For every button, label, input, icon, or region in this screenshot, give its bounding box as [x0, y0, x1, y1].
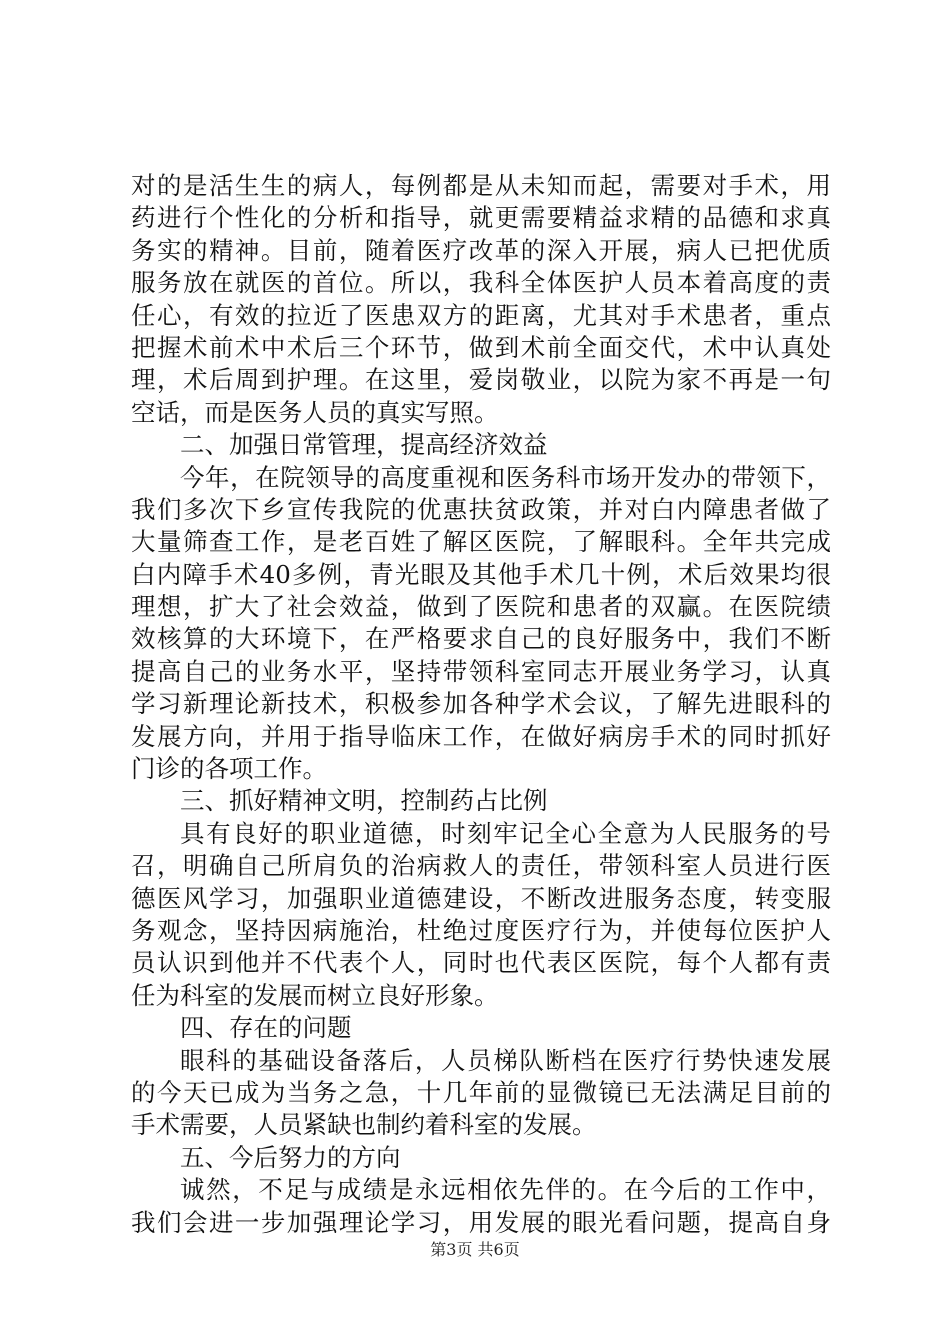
section-heading: 三、抓好精神文明，控制药占比例	[180, 786, 548, 816]
text-line: 发展方向，并用于指导临床工作，在做好病房手术的同时抓好	[131, 721, 831, 751]
text-line: 理想，扩大了社会效益，做到了医院和患者的双赢。在医院绩	[131, 592, 831, 622]
text-line: 我们会进一步加强理论学习，用发展的眼光看问题，提高自身	[131, 1207, 831, 1237]
text-line: 诚然，不足与成绩是永远相依先伴的。在今后的工作中，	[180, 1175, 831, 1205]
page-number-footer: 第3页 共6页	[430, 1240, 520, 1259]
text-line: 理，术后周到护理。在这里，爱岗敬业，以院为家不再是一句	[131, 365, 831, 395]
text-line: 白内障手术40多例，青光眼及其他手术几十例，术后效果均很	[131, 559, 831, 589]
text-line: 眼科的基础设备落后，人员梯队断档在医疗行势快速发展	[180, 1045, 831, 1075]
text-line: 空话，而是医务人员的真实写照。	[131, 397, 499, 427]
text-line: 的今天已成为当务之急，十几年前的显微镜已无法满足目前的	[131, 1077, 831, 1107]
text-line: 今年，在院领导的高度重视和医务科市场开发办的带领下，	[180, 462, 831, 492]
text-line: 务观念，坚持因病施治，杜绝过度医疗行为，并使每位医护人	[131, 915, 831, 945]
text-line: 德医风学习，加强职业道德建设，不断改进服务态度，转变服	[131, 883, 831, 913]
section-heading: 四、存在的问题	[180, 1013, 352, 1043]
text-line: 服务放在就医的首位。所以，我科全体医护人员本着高度的责	[131, 268, 831, 298]
text-line: 药进行个性化的分析和指导，就更需要精益求精的品德和求真	[131, 203, 831, 233]
text-line: 员认识到他并不代表个人，同时也代表区医院，每个人都有责	[131, 948, 831, 978]
text-line: 把握术前术中术后三个环节，做到术前全面交代，术中认真处	[131, 332, 831, 362]
text-line: 任心，有效的拉近了医患双方的距离，尤其对手术患者，重点	[131, 300, 831, 330]
text-line: 召，明确自己所肩负的治病救人的责任，带领科室人员进行医	[131, 851, 831, 881]
document-body	[131, 170, 831, 1239]
text-line: 提高自己的业务水平，坚持带领科室同志开展业务学习，认真	[131, 656, 831, 686]
text-line: 学习新理论新技术，积极参加各种学术会议，了解先进眼科的	[131, 689, 831, 719]
section-heading: 五、今后努力的方向	[180, 1142, 401, 1172]
text-line: 效核算的大环境下，在严格要求自己的良好服务中，我们不断	[131, 624, 831, 654]
section-heading: 二、加强日常管理，提高经济效益	[180, 430, 548, 460]
text-line: 务实的精神。目前，随着医疗改革的深入开展，病人已把优质	[131, 235, 831, 265]
text-line: 我们多次下乡宣传我院的优惠扶贫政策，并对白内障患者做了	[131, 494, 831, 524]
text-line: 门诊的各项工作。	[131, 754, 327, 784]
text-line: 手术需要，人员紧缺也制约着科室的发展。	[131, 1110, 597, 1140]
text-line: 对的是活生生的病人，每例都是从未知而起，需要对手术，用	[131, 171, 831, 200]
text-line: 大量筛查工作，是老百姓了解区医院，了解眼科。全年共完成	[131, 527, 831, 557]
text-line: 任为科室的发展而树立良好形象。	[131, 980, 499, 1010]
text-line: 具有良好的职业道德，时刻牢记全心全意为人民服务的号	[180, 818, 831, 848]
